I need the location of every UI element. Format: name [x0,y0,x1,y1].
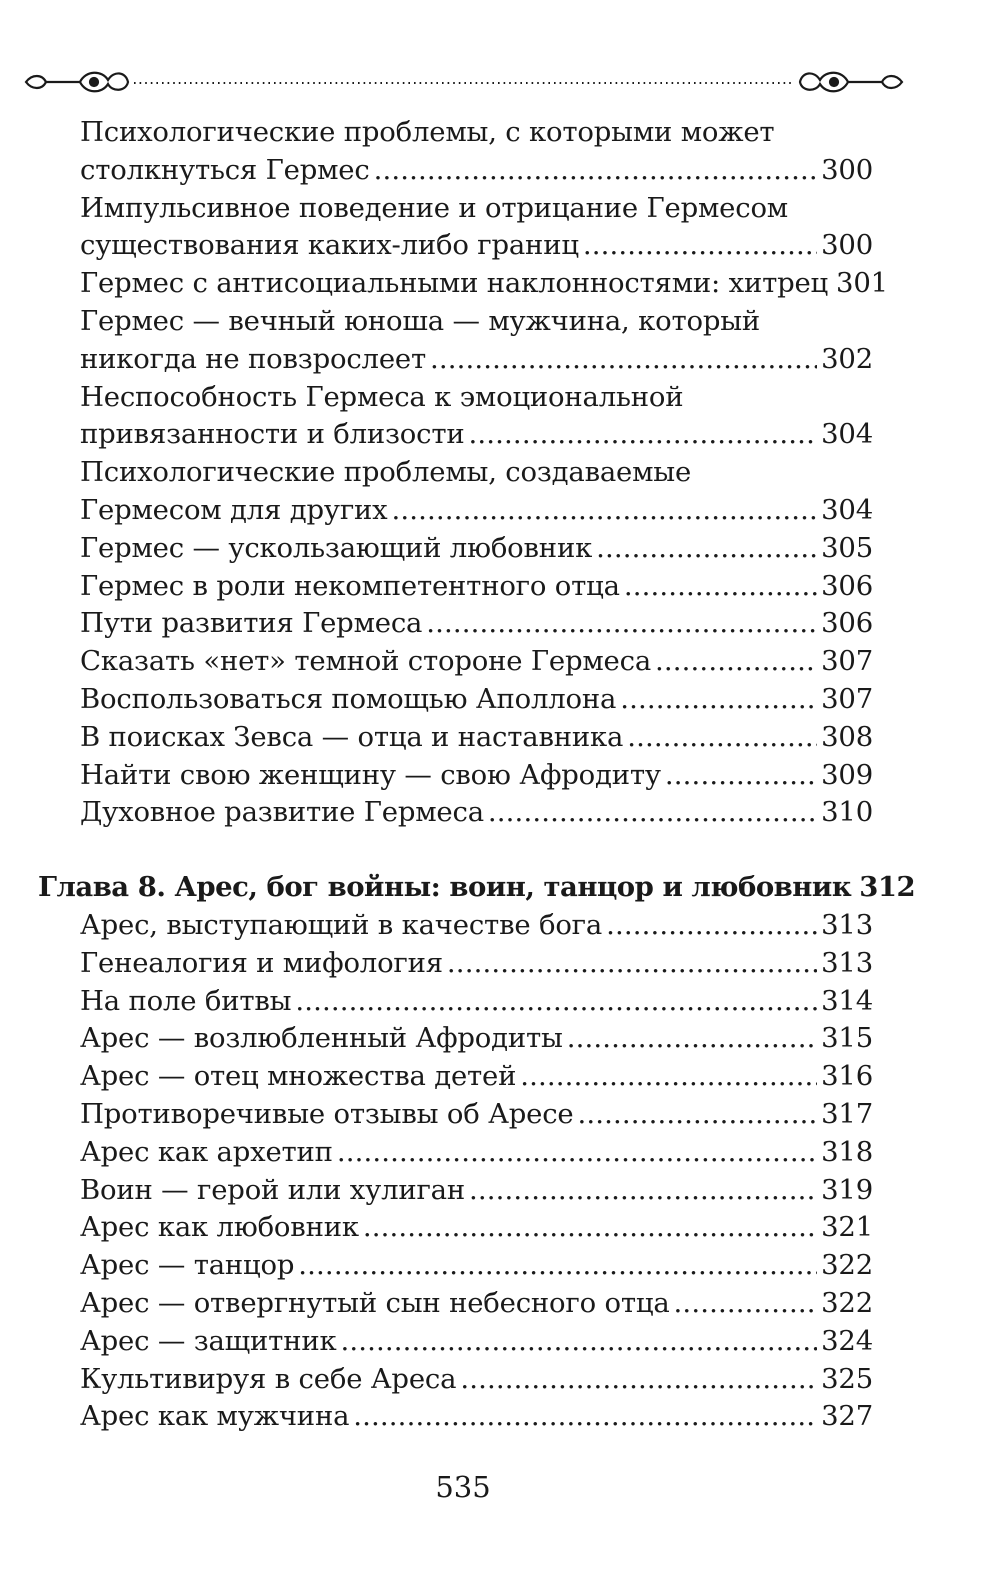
dot-leader [620,681,817,719]
toc-entry-page-number: 322 [821,1249,873,1282]
toc-entry[interactable] [0,983,1000,1021]
toc-entry-row [0,227,873,265]
toc-entry-title-line1: Гермес — вечный юноша — мужчина, который [80,304,761,337]
toc-entry[interactable] [0,605,1000,643]
toc-entry-row [0,983,873,1021]
toc-entry[interactable] [0,1285,1000,1323]
toc-entry-row [0,643,873,681]
toc-entry-page-number: 308 [821,720,873,753]
toc-entry-title: Гермес — ускользающий любовник [80,531,593,564]
toc-entry[interactable] [0,1209,1000,1247]
toc-entry-title: Гермес в роли некомпетентного отца [80,569,620,602]
toc-entry[interactable] [0,568,1000,606]
toc-entry-title: Духовное развитие Гермеса [80,796,484,829]
toc-entry-page-number: 313 [821,908,873,941]
dot-leader [674,1285,818,1323]
toc-entry-row [0,1096,873,1134]
toc-entry[interactable] [0,303,1000,379]
dot-leader [460,1361,817,1399]
toc-entry[interactable] [0,190,1000,266]
toc-entry-row [0,719,873,757]
chapter-heading[interactable] [0,869,916,907]
dot-leader [447,945,817,983]
toc-entry-title-line1: Импульсивное поведение и отрицание Гермесом [80,191,788,224]
toc-entry[interactable] [0,643,1000,681]
dot-leader [578,1096,818,1134]
toc-entry[interactable] [0,114,1000,190]
toc-entry[interactable] [0,1134,1000,1172]
dot-leader [298,1247,817,1285]
dot-leader [606,907,817,945]
toc-entry[interactable] [0,794,1000,832]
toc-entry-page-number: 307 [821,645,873,678]
toc-entry[interactable] [0,1361,1000,1399]
toc-entry-page-number: 304 [821,418,873,451]
toc-entry-row [0,1172,873,1210]
toc-entry-title: Гермес с антисоциальными наклонностями: хитрец [80,267,829,300]
toc-entry-row [0,1361,873,1399]
table-of-contents [0,114,1000,1436]
toc-entry-page-number: 327 [821,1400,873,1433]
dot-leader [655,643,817,681]
toc-entry-title: никогда не повзрослеет [80,342,426,375]
toc-entry-title: Арес — возлюбленный Афродиты [80,1022,563,1055]
toc-entry[interactable] [0,379,1000,455]
toc-entry-page-number: 316 [821,1060,873,1093]
dot-leader [426,605,817,643]
toc-entry-title-line1: Психологические проблемы, создаваемые [80,456,692,489]
toc-entry[interactable] [0,530,1000,568]
toc-entry-row [0,907,873,945]
toc-entry-title: Воспользоваться помощью Аполлона [80,682,617,715]
toc-entry-page-number: 301 [836,267,888,300]
toc-entry-page-number: 325 [821,1362,873,1395]
toc-entry-page-number: 300 [821,229,873,262]
toc-entry-page-number: 315 [821,1022,873,1055]
toc-entry-title: Генеалогия и мифология [80,946,443,979]
dot-leader [295,983,817,1021]
toc-entry-page-number: 306 [821,569,873,602]
toc-entry-title: Культивируя в себе Ареса [80,1362,457,1395]
toc-entry[interactable] [0,757,1000,795]
toc-entry-row [0,1058,873,1096]
dot-leader [583,227,817,265]
toc-entry-title: Арес — отец множества детей [80,1060,517,1093]
toc-entry-page-number: 321 [821,1211,873,1244]
toc-entry-page-number: 322 [821,1286,873,1319]
section-gap [0,832,1000,869]
dot-leader [627,719,817,757]
toc-entry-title: Арес как мужчина [80,1400,350,1433]
toc-entry-row [0,152,873,190]
dot-leader [665,757,817,795]
toc-entry-page-number: 319 [821,1173,873,1206]
chapter-page-number: 312 [859,871,916,904]
toc-entry[interactable] [0,1398,1000,1436]
toc-entry-title: В поисках Зевса — отца и наставника [80,720,624,753]
toc-entry[interactable] [0,454,1000,530]
toc-entry[interactable] [0,1020,1000,1058]
dot-leader [340,1323,817,1361]
toc-entry-title: Пути развития Гермеса [80,607,423,640]
toc-entry-title-line1: Психологические проблемы, с которыми может [80,116,775,148]
toc-entry[interactable] [0,945,1000,983]
toc-entry-row [0,1020,873,1058]
toc-entry-page-number: 314 [821,984,873,1017]
toc-entry-row [0,530,873,568]
toc-entry[interactable] [0,1096,1000,1134]
toc-entry-title: Сказать «нет» темной стороне Гермеса [80,645,652,678]
toc-entry-title: На поле битвы [80,984,292,1017]
toc-entry-page-number: 304 [821,493,873,526]
toc-entry-row [0,1398,873,1436]
dot-leader [363,1209,817,1247]
toc-entry-title: столкнуться Гермес [80,153,370,186]
dot-leader [337,1134,817,1172]
toc-entry-row [0,341,873,379]
toc-entry-page-number: 305 [821,531,873,564]
toc-entry-row [0,945,873,983]
toc-entry[interactable] [0,681,1000,719]
toc-entry-title: Арес как архетип [80,1135,333,1168]
toc-entry-page-number: 309 [821,758,873,791]
dot-leader [567,1020,817,1058]
toc-entry-title: Гермесом для других [80,493,388,526]
toc-entry-title: Воин — герой или хулиган [80,1173,466,1206]
dot-leader [353,1398,817,1436]
dot-leader [430,341,817,379]
dot-leader [520,1058,817,1096]
toc-entry-row [0,568,873,606]
toc-entry-row [0,681,873,719]
toc-entry-page-number: 318 [821,1135,873,1168]
page-number: 535 [435,1470,491,1504]
dot-leader [469,1172,817,1210]
dot-leader [469,416,818,454]
toc-entry-page-number: 307 [821,682,873,715]
toc-entry-row [0,416,873,454]
toc-entry-row [0,1247,873,1285]
toc-entry-row [0,492,873,530]
toc-entry-title: Арес — танцор [80,1249,295,1282]
toc-entry-row [0,1209,873,1247]
toc-entry-row [0,794,873,832]
toc-entry-title: Арес, выступающий в качестве бога [80,908,603,941]
toc-entry[interactable] [0,1247,1000,1285]
toc-entry-page-number: 306 [821,607,873,640]
toc-entry-row [0,757,873,795]
chapter-title: Глава 8. Арес, бог войны: воин, танцор и любовник [38,871,852,904]
toc-entry-page-number: 324 [821,1324,873,1357]
dot-leader [374,152,818,190]
toc-entry-row [0,605,873,643]
dot-leader [624,568,817,606]
toc-entry-title: Противоречивые отзывы об Аресе [80,1097,574,1130]
toc-entry-page-number: 300 [821,153,873,186]
toc-entry[interactable] [0,719,1000,757]
toc-entry[interactable] [0,1058,1000,1096]
toc-section-hermes [0,114,1000,832]
toc-entry-title: Арес — защитник [80,1324,337,1357]
toc-entry-page-number: 317 [821,1097,873,1130]
toc-entry[interactable] [0,1172,1000,1210]
toc-entry-title-line1: Неспособность Гермеса к эмоциональной [80,380,684,413]
toc-entry[interactable] [0,907,1000,945]
dot-leader [488,794,817,832]
toc-entry-row [0,265,888,303]
toc-entry-title: привязанности и близости [80,418,465,451]
dot-leader [596,530,817,568]
toc-entry-row [0,1134,873,1172]
toc-entry-title: Арес как любовник [80,1211,359,1244]
toc-entry-page-number: 310 [821,796,873,829]
toc-entry-row [0,1323,873,1361]
dot-leader [392,492,818,530]
toc-entry-title: Найти свою женщину — свою Афродиту [80,758,661,791]
toc-entry[interactable] [0,1323,1000,1361]
toc-entry-page-number: 313 [821,946,873,979]
toc-entry-title: существования каких-либо границ [80,229,579,262]
header-ornament [22,66,910,98]
toc-entry-row [0,1285,873,1323]
toc-entry[interactable] [0,265,1000,303]
toc-section-ares [0,907,1000,1436]
toc-entry-title: Арес — отвергнутый сын небесного отца [80,1286,670,1319]
toc-entry-page-number: 302 [821,342,873,375]
